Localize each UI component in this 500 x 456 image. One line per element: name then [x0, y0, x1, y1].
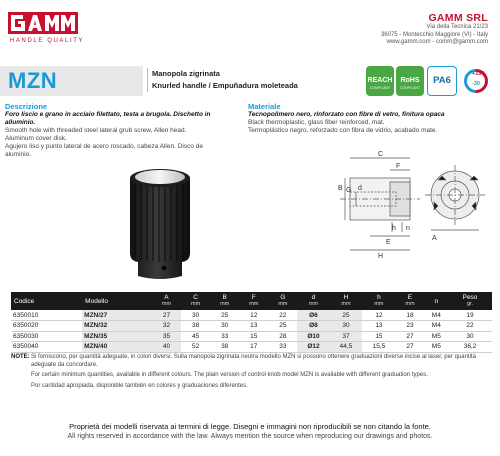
column-header-unit: mm	[308, 301, 319, 307]
column-header-name: C	[193, 294, 198, 301]
table-cell: M4	[425, 310, 449, 321]
column-header-name: A	[164, 294, 169, 301]
table-cell: 27	[395, 331, 424, 342]
column-header-11	[425, 292, 449, 310]
column-header-unit: mm	[341, 301, 351, 307]
description-es: Agujero liso y punto lateral de acero roscado, cabeza Allen. Disco de aluminio.	[5, 143, 204, 158]
reach-label: REACH	[367, 77, 393, 84]
table-cell: M5	[425, 331, 449, 342]
table-cell: 22	[268, 310, 297, 321]
footer-line-1: Proprietà dei modelli riservata ai termini di legge. Disegni e immagini non riproducibili se non citando la fonte.	[69, 422, 431, 431]
table-cell: 45	[181, 331, 210, 342]
description-section	[5, 102, 215, 159]
column-header-6	[268, 292, 297, 310]
column-header-1	[82, 292, 152, 310]
temp-max: +130	[472, 71, 485, 77]
column-header-unit: mm	[190, 301, 201, 307]
table-cell: 37	[329, 331, 362, 342]
material-it: Tecnopolimero nero, rinforzato con fibre di vetro, finitura opaca	[248, 111, 445, 118]
table-cell: M4	[425, 321, 449, 332]
table-row	[11, 310, 492, 321]
table-cell: 6350030	[11, 331, 82, 342]
material-en: Black thermoplastic, glass fiber reinforced, mat.	[248, 119, 385, 126]
company-address-1: Via della Tecnica 21/23	[426, 24, 488, 30]
reach-badge	[366, 66, 394, 96]
technical-drawing	[330, 150, 495, 260]
table-cell: 44,5	[329, 342, 362, 353]
table-cell: 6350020	[11, 321, 82, 332]
table-cell: MZN/35	[82, 331, 152, 342]
table-cell: 15,5	[362, 342, 395, 353]
dim-label-g: G	[346, 187, 352, 194]
column-header-4	[210, 292, 239, 310]
dim-label-c: C	[378, 151, 384, 158]
table-cell: 30	[448, 331, 492, 342]
table-cell: 38	[210, 342, 239, 353]
product-name-it: Manopola zigrinata	[152, 69, 220, 78]
column-header-name: H	[343, 294, 349, 301]
table-cell: 33	[268, 342, 297, 353]
column-header-name: Modello	[85, 297, 108, 305]
description-title: Descrizione	[5, 102, 48, 111]
notes-es: Por cantidad apropiada, disponible también en colores y graduaciones diferentes.	[31, 382, 248, 389]
column-header-name: Codice	[14, 297, 35, 305]
dim-label-a: A	[432, 235, 437, 242]
spec-table-header	[11, 292, 492, 310]
notes-en: For certain minimum quantities, available in different colours. The plain version of control knob model MZN is available with different graduation types.	[31, 372, 428, 378]
table-cell: 23	[395, 321, 424, 332]
column-header-unit: mm	[374, 301, 384, 307]
table-cell: 12	[362, 310, 395, 321]
dim-label-n: n	[406, 225, 410, 232]
company-name: GAMM SRL	[428, 12, 488, 24]
table-cell: Ø6	[297, 310, 329, 321]
table-cell: 40	[152, 342, 181, 353]
model-code-box	[0, 66, 143, 96]
temp-min: -30	[472, 81, 480, 87]
table-cell: 13	[362, 321, 395, 332]
column-header-name: F	[251, 294, 256, 301]
column-header-8	[329, 292, 362, 310]
table-cell: 30	[329, 321, 362, 332]
company-info	[381, 12, 488, 47]
table-cell: 27	[152, 310, 181, 321]
column-header-name: h	[377, 294, 381, 301]
table-cell: MZN/27	[82, 310, 152, 321]
column-header-unit: mm	[405, 301, 415, 307]
table-cell: 12	[239, 310, 268, 321]
dim-label-f: F	[396, 163, 401, 170]
spec-table	[11, 292, 492, 353]
table-cell: MZN/40	[82, 342, 152, 353]
table-cell: 25	[329, 310, 362, 321]
table-cell: 35	[152, 331, 181, 342]
table-cell: 15	[239, 331, 268, 342]
material-badge-label: PA6	[433, 75, 451, 86]
table-cell: 28	[268, 331, 297, 342]
reach-sub: COMPLIANT	[369, 86, 391, 90]
table-cell: 33	[210, 331, 239, 342]
description-it: Foro liscio e grano in acciaio filettato, testa a brugola. Dischetto in alluminio.	[5, 111, 211, 126]
column-header-0	[11, 292, 82, 310]
footer	[0, 422, 500, 441]
spec-table-body	[11, 310, 492, 352]
temperature-badge	[460, 66, 490, 96]
gamm-logo	[8, 12, 92, 46]
column-header-2	[152, 292, 181, 310]
table-cell: 52	[181, 342, 210, 353]
description-en: Smooth hole with threaded steel lateral grub screw, Allen head. Aluminum cover disk.	[5, 127, 187, 142]
column-header-10	[395, 292, 424, 310]
table-cell: 22	[448, 321, 492, 332]
column-header-unit: mm	[278, 301, 288, 307]
brand-tagline: HANDLE QUALITY	[10, 38, 85, 44]
table-cell: 13	[239, 321, 268, 332]
table-cell: M5	[425, 342, 449, 353]
table-cell: 32	[152, 321, 181, 332]
rohs-badge	[396, 66, 424, 96]
table-cell: 18	[395, 310, 424, 321]
table-cell: 15	[362, 331, 395, 342]
column-header-name: Peso	[462, 294, 478, 301]
table-cell: Ø12	[297, 342, 329, 353]
table-cell: 38	[181, 321, 210, 332]
table-cell: Ø10	[297, 331, 329, 342]
material-es: Termoplástico negro, reforzado con fibra de vidrio, acabado mate.	[248, 127, 438, 134]
footer-line-2: All rights reserved in accordance with the law. Always mention the source when reproducing our drawings and photos.	[67, 433, 433, 440]
notes-label: NOTE:	[11, 354, 30, 360]
table-cell: 27	[395, 342, 424, 353]
rohs-sub: COMPLIANT	[399, 86, 421, 90]
column-header-name: E	[407, 294, 413, 301]
column-header-name: B	[222, 294, 227, 301]
table-row	[11, 331, 492, 342]
dim-label-d: d	[358, 185, 362, 192]
table-cell: 17	[239, 342, 268, 353]
table-cell: 25	[268, 321, 297, 332]
notes-it: Si forniscono, per quantità adeguate, in colori diversi. Sulla manopola zigrinata neutra modello MZN si possono ottenere graduazioni diverse incise al laser, per quantità adeguate da concordare.	[31, 354, 476, 368]
dim-label-h: H	[378, 253, 384, 260]
column-header-unit: mm	[249, 301, 259, 307]
product-name-en-es: Knurled handle / Empuñadura moleteada	[152, 81, 298, 90]
column-header-unit: mm	[220, 301, 230, 307]
notes-section	[11, 354, 492, 393]
dim-label-h-small: h	[392, 225, 396, 232]
material-section	[248, 102, 498, 135]
column-header-12	[448, 292, 492, 310]
column-header-7	[297, 292, 329, 310]
certification-badges	[366, 66, 490, 96]
material-badge	[427, 66, 457, 96]
dim-label-e: E	[386, 239, 391, 246]
column-header-9	[362, 292, 395, 310]
table-cell: 30	[181, 310, 210, 321]
table-cell: Ø8	[297, 321, 329, 332]
table-row	[11, 342, 492, 353]
column-header-name: G	[280, 294, 286, 301]
column-header-5	[239, 292, 268, 310]
gamm-logo-mark	[8, 12, 78, 34]
product-photo	[120, 158, 200, 288]
table-row	[11, 321, 492, 332]
company-contacts[interactable]: www.gamm.com - comm@gamm.com	[386, 39, 488, 45]
column-header-unit: mm	[161, 301, 172, 307]
column-header-name: n	[434, 297, 439, 305]
table-cell: MZN/32	[82, 321, 152, 332]
table-cell: 6350040	[11, 342, 82, 353]
column-header-3	[181, 292, 210, 310]
dim-label-b: B	[338, 185, 343, 192]
rohs-label: RoHS	[400, 77, 420, 84]
table-cell: 6350010	[11, 310, 82, 321]
column-header-name: d	[311, 294, 316, 301]
column-header-unit: gr.	[466, 301, 474, 307]
model-code: MZN	[8, 68, 58, 93]
table-cell: 30	[210, 321, 239, 332]
table-cell: 25	[210, 310, 239, 321]
table-cell: 19	[448, 310, 492, 321]
material-title: Materiale	[248, 102, 281, 111]
product-names	[147, 68, 298, 92]
table-cell: 36,2	[448, 342, 492, 353]
company-address-2: 36075 - Montecchio Maggiore (VI) - Italy	[380, 31, 488, 38]
